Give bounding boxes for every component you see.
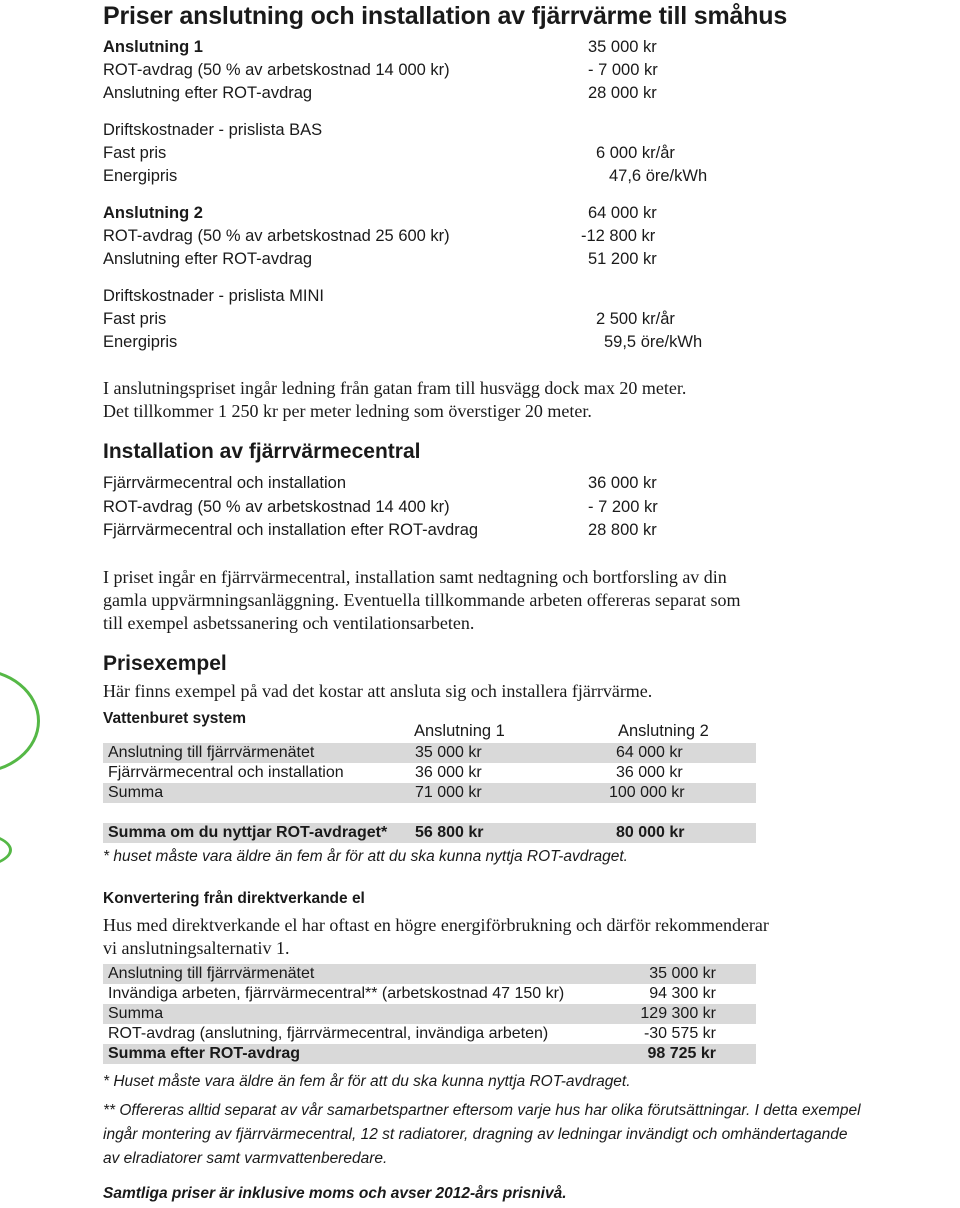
connection2-heading-value: 64 000 kr: [588, 204, 657, 222]
decorative-circle-bottom: [0, 830, 12, 870]
row-label: Summa efter ROT-avdrag: [108, 1045, 301, 1062]
row-value-2: 64 000 kr: [616, 744, 683, 761]
connection1-rot-value: - 7 000 kr: [588, 61, 658, 79]
connection1-after-value: 28 000 kr: [588, 84, 657, 102]
row-value-2: 80 000 kr: [616, 824, 685, 841]
connection1-fixed-value: 6 000 kr/år: [596, 144, 675, 162]
connection2-energy-label: Energipris: [103, 333, 178, 351]
table-row: [103, 743, 756, 763]
row-label: Anslutning till fjärrvärmenätet: [108, 744, 315, 761]
conversion-footnote-2-line-1: ** Offereras alltid separat av vår samarbetspartner eftersom varje hus har olika förutsättningar. I detta exempel: [103, 1102, 861, 1119]
table-row: [103, 984, 756, 1004]
closing-note: Samtliga priser är inklusive moms och avser 2012-års prisnivå.: [103, 1185, 567, 1202]
table-row: [103, 964, 756, 984]
connection2-rot-value: -12 800 kr: [581, 227, 656, 245]
row-label: ROT-avdrag (anslutning, fjärrvärmecentral, invändiga arbeten): [108, 1025, 549, 1042]
connection-note-line-2: Det tillkommer 1 250 kr per meter ledning som överstiger 20 meter.: [103, 401, 592, 421]
installation-line1-value: 36 000 kr: [588, 474, 657, 492]
installation-note-line-2: gamla uppvärmningsanläggning. Eventuella tillkommande arbeten offereras separat som: [103, 590, 741, 610]
water-system-heading: Vattenburet system: [103, 710, 246, 727]
connection2-energy-value: 59,5 öre/kWh: [604, 333, 703, 351]
connection2-heading: Anslutning 2: [103, 204, 203, 222]
row-value: 98 725 kr: [647, 1045, 716, 1062]
connection1-energy-value: 47,6 öre/kWh: [609, 167, 708, 185]
table-row: [103, 1004, 756, 1024]
example-col2-header: Anslutning 2: [618, 722, 709, 740]
decorative-circle-top: [0, 668, 40, 774]
row-value: 94 300 kr: [649, 985, 716, 1002]
row-label: Fjärrvärmecentral och installation: [108, 764, 344, 781]
connection2-fixed-label: Fast pris: [103, 310, 167, 328]
table-row: [103, 763, 756, 783]
conversion-footnote-1: * Huset måste vara äldre än fem år för att du ska kunna nyttja ROT-avdraget.: [103, 1073, 631, 1090]
row-value: -30 575 kr: [643, 1025, 716, 1042]
installation-heading: Installation av fjärrvärmecentral: [103, 440, 421, 463]
installation-note-line-1: I priset ingår en fjärrvärmecentral, installation samt nedtagning och bortforsling av din: [103, 567, 727, 587]
installation-line2-label: ROT-avdrag (50 % av arbetskostnad 14 400 kr): [103, 498, 450, 516]
connection1-energy-label: Energipris: [103, 167, 178, 185]
conversion-text-line-1: Hus med direktverkande el har oftast en högre energiförbrukning och därför rekommenderar: [103, 915, 769, 935]
connection2-after-value: 51 200 kr: [588, 250, 657, 268]
conversion-footnote-2-line-3: av elradiatorer samt varmvattenberedare.: [103, 1150, 388, 1167]
conversion-heading: Konvertering från direktverkande el: [103, 890, 365, 907]
connection1-heading: Anslutning 1: [103, 38, 203, 56]
installation-line3-value: 28 800 kr: [588, 521, 657, 539]
table-total-row: [103, 1044, 756, 1064]
page-title: Priser anslutning och installation av fjärrvärme till småhus: [103, 2, 788, 30]
table-row: [103, 783, 756, 803]
example-footnote: * huset måste vara äldre än fem år för att du ska kunna nyttja ROT-avdraget.: [103, 848, 628, 865]
connection1-heading-value: 35 000 kr: [588, 38, 657, 56]
connection2-op-heading: Driftskostnader - prislista MINI: [103, 287, 324, 305]
connection1-after-label: Anslutning efter ROT-avdrag: [103, 84, 313, 102]
row-value-2: 36 000 kr: [616, 764, 683, 781]
table-row: [103, 1024, 756, 1044]
row-value-2: 100 000 kr: [609, 784, 685, 801]
connection1-fixed-label: Fast pris: [103, 144, 167, 162]
connection1-rot-label: ROT-avdrag (50 % av arbetskostnad 14 000 kr): [103, 61, 450, 79]
connection2-fixed-value: 2 500 kr/år: [596, 310, 675, 328]
installation-note-line-3: till exempel asbetssanering och ventilationsarbeten.: [103, 613, 475, 633]
row-label: Invändiga arbeten, fjärrvärmecentral** (arbetskostnad 47 150 kr): [108, 985, 565, 1002]
conversion-text-line-2: vi anslutningsalternativ 1.: [103, 938, 290, 958]
row-value-1: 56 800 kr: [415, 824, 484, 841]
row-value-1: 35 000 kr: [415, 744, 482, 761]
installation-line1-label: Fjärrvärmecentral och installation: [103, 474, 347, 492]
connection2-rot-label: ROT-avdrag (50 % av arbetskostnad 25 600 kr): [103, 227, 450, 245]
row-value: 35 000 kr: [649, 965, 716, 982]
example-col1-header: Anslutning 1: [414, 722, 505, 740]
installation-line3-label: Fjärrvärmecentral och installation efter ROT-avdrag: [103, 521, 479, 539]
row-label: Summa om du nyttjar ROT-avdraget*: [108, 824, 388, 841]
row-label: Summa: [108, 1005, 164, 1022]
row-value: 129 300 kr: [640, 1005, 716, 1022]
connection2-after-label: Anslutning efter ROT-avdrag: [103, 250, 313, 268]
row-label: Summa: [108, 784, 164, 801]
connection-note-line-1: I anslutningspriset ingår ledning från gatan fram till husvägg dock max 20 meter.: [103, 378, 687, 398]
row-value-1: 36 000 kr: [415, 764, 482, 781]
example-intro: Här finns exempel på vad det kostar att ansluta sig och installera fjärrvärme.: [103, 681, 653, 701]
row-value-1: 71 000 kr: [415, 784, 482, 801]
installation-line2-value: - 7 200 kr: [588, 498, 658, 516]
table-total-row: [103, 823, 756, 843]
connection1-op-heading: Driftskostnader - prislista BAS: [103, 121, 323, 139]
row-label: Anslutning till fjärrvärmenätet: [108, 965, 315, 982]
conversion-footnote-2-line-2: ingår montering av fjärrvärmecentral, 12 st radiatorer, dragning av ledningar invändigt och omhändertagande: [103, 1126, 848, 1143]
example-heading: Prisexempel: [103, 652, 227, 675]
